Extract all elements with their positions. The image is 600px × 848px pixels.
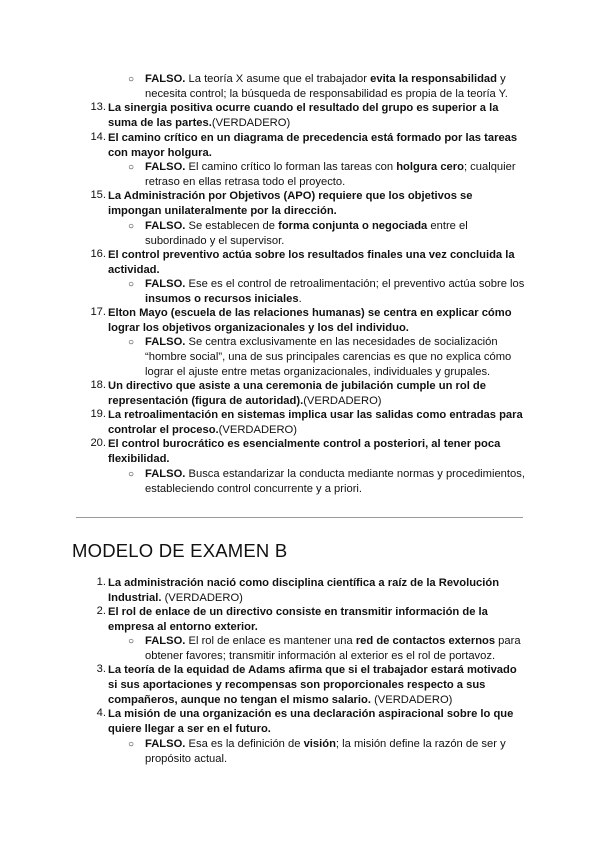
question-statement: El control preventivo actúa sobre los resultados finales una vez concluida la actividad. bbox=[108, 249, 515, 276]
question-text bbox=[108, 248, 528, 278]
explanation-text: Busca estandarizar la conducta mediante normas y procedimientos, estableciendo control concurrente y a priori. bbox=[145, 468, 525, 495]
answer-explanation bbox=[145, 72, 530, 102]
question-statement: La retroalimentación en sistemas implica usar las salidas como entradas para controlar el proceso. bbox=[108, 409, 523, 436]
question-number: 1. bbox=[96, 576, 106, 588]
question-statement: La Administración por Objetivos (APO) requiere que los objetivos se impongan unilateralmente por la dirección. bbox=[108, 190, 473, 217]
answer-explanation bbox=[145, 467, 530, 497]
answer-tag: (VERDADERO) bbox=[303, 395, 382, 407]
question-text bbox=[108, 437, 528, 467]
answer-verdict: FALSO. bbox=[145, 161, 186, 173]
explanation-text: El camino crítico lo forman las tareas con bbox=[185, 161, 397, 173]
answer-verdict: FALSO. bbox=[145, 73, 186, 85]
question-number: 4. bbox=[96, 707, 106, 719]
question-number: 14. bbox=[90, 131, 106, 143]
answer-verdict: FALSO. bbox=[145, 278, 186, 290]
key-term: holgura cero bbox=[396, 161, 464, 173]
answer-explanation bbox=[145, 737, 530, 767]
question-statement: La misión de una organización es una declaración aspiracional sobre lo que quiere llegar a ser en el futuro. bbox=[108, 708, 514, 735]
key-term: evita la responsabilidad bbox=[370, 73, 497, 85]
section-divider bbox=[76, 517, 523, 518]
question-number: 15. bbox=[90, 189, 106, 201]
question-statement: Elton Mayo (escuela de las relaciones humanas) se centra en explicar cómo lograr los objetivos organizacionales y los del individuo. bbox=[108, 307, 512, 334]
hollow-bullet-icon: ○ bbox=[128, 221, 135, 232]
answer-verdict: FALSO. bbox=[145, 468, 186, 480]
hollow-bullet-icon: ○ bbox=[128, 279, 135, 290]
answer-tag: (VERDADERO) bbox=[370, 694, 453, 706]
question-statement: El rol de enlace de un directivo consiste en transmitir información de la empresa al entorno exterior. bbox=[108, 606, 488, 633]
question-text bbox=[108, 101, 528, 131]
explanation-text: para obtener favores; transmitir información al exterior es el rol de portavoz. bbox=[145, 635, 521, 662]
answer-tag: (VERDADERO) bbox=[218, 424, 297, 436]
explanation-text: ; la misión define la razón de ser y propósito actual. bbox=[145, 738, 506, 765]
answer-explanation bbox=[145, 219, 530, 249]
answer-verdict: FALSO. bbox=[145, 738, 186, 750]
explanation-text: Se establecen de bbox=[185, 220, 279, 232]
explanation-text: entre el subordinado y el supervisor. bbox=[145, 220, 468, 247]
answer-explanation bbox=[145, 634, 530, 664]
question-number: 18. bbox=[90, 379, 106, 391]
answer-tag: (VERDADERO) bbox=[211, 117, 291, 129]
answer-verdict: FALSO. bbox=[145, 635, 186, 647]
explanation-text: ; cualquier retraso en ellas retrasa todo el proyecto. bbox=[145, 161, 516, 188]
question-number: 2. bbox=[96, 605, 106, 617]
question-statement: La sinergia positiva ocurre cuando el resultado del grupo es superior a la suma de las partes. bbox=[108, 102, 499, 129]
question-text bbox=[108, 605, 528, 635]
question-text bbox=[108, 189, 528, 219]
hollow-bullet-icon: ○ bbox=[128, 469, 135, 480]
explanation-text: Esa es la definición de bbox=[185, 738, 304, 750]
question-text bbox=[108, 131, 528, 161]
question-text bbox=[108, 663, 528, 708]
answer-explanation bbox=[145, 277, 530, 307]
key-term: insumos o recursos iniciales bbox=[145, 293, 299, 305]
question-number: 16. bbox=[90, 248, 106, 260]
hollow-bullet-icon: ○ bbox=[128, 74, 135, 85]
hollow-bullet-icon: ○ bbox=[128, 636, 135, 647]
explanation-text: y necesita control; la búsqueda de responsabilidad es propia de la teoría Y. bbox=[145, 73, 508, 100]
key-term: forma conjunta o negociada bbox=[278, 220, 428, 232]
explanation-text: La teoría X asume que el trabajador bbox=[185, 73, 371, 85]
answer-explanation bbox=[145, 335, 530, 380]
answer-verdict: FALSO. bbox=[145, 336, 186, 348]
question-number: 19. bbox=[90, 408, 106, 420]
question-text bbox=[108, 379, 528, 409]
explanation-text: . bbox=[298, 293, 302, 305]
question-statement: Un directivo que asiste a una ceremonia de jubilación cumple un rol de representación (figura de autoridad). bbox=[108, 380, 486, 407]
question-statement: La administración nació como disciplina científica a raíz de la Revolución Industrial. bbox=[108, 577, 500, 604]
question-number: 17. bbox=[90, 306, 106, 318]
question-statement: El camino crítico en un diagrama de precedencia está formado por las tareas con mayor holgura. bbox=[108, 132, 518, 159]
question-text bbox=[108, 306, 528, 336]
explanation-text: Se centra exclusivamente en las necesidades de socialización “hombre social”, una de sus principales carencias es que no explica cómo lograr el ajuste entre metas organizacionales, individuales y grupales. bbox=[145, 336, 512, 378]
answer-tag: (VERDADERO) bbox=[161, 592, 243, 604]
answer-verdict: FALSO. bbox=[145, 220, 186, 232]
section-heading: MODELO DE EXAMEN B bbox=[72, 540, 288, 561]
answer-explanation bbox=[145, 160, 530, 190]
key-term: visión bbox=[303, 738, 336, 750]
hollow-bullet-icon: ○ bbox=[128, 739, 135, 750]
question-statement: La teoría de la equidad de Adams afirma que si el trabajador estará motivado si sus aportaciones y recompensas son proporcionales respecto a sus compañeros, aunque no tengan el mismo salario. bbox=[108, 664, 517, 706]
hollow-bullet-icon: ○ bbox=[128, 337, 135, 348]
question-number: 13. bbox=[90, 101, 106, 113]
explanation-text: El rol de enlace es mantener una bbox=[185, 635, 356, 647]
question-text bbox=[108, 408, 528, 438]
question-text bbox=[108, 576, 528, 606]
question-statement: El control burocrático es esencialmente control a posteriori, al tener poca flexibilidad. bbox=[108, 438, 501, 465]
question-number: 20. bbox=[90, 437, 106, 449]
key-term: red de contactos externos bbox=[355, 635, 496, 647]
question-text bbox=[108, 707, 528, 737]
explanation-text: Ese es el control de retroalimentación; el preventivo actúa sobre los bbox=[185, 278, 525, 290]
hollow-bullet-icon: ○ bbox=[128, 162, 135, 173]
question-number: 3. bbox=[96, 663, 106, 675]
